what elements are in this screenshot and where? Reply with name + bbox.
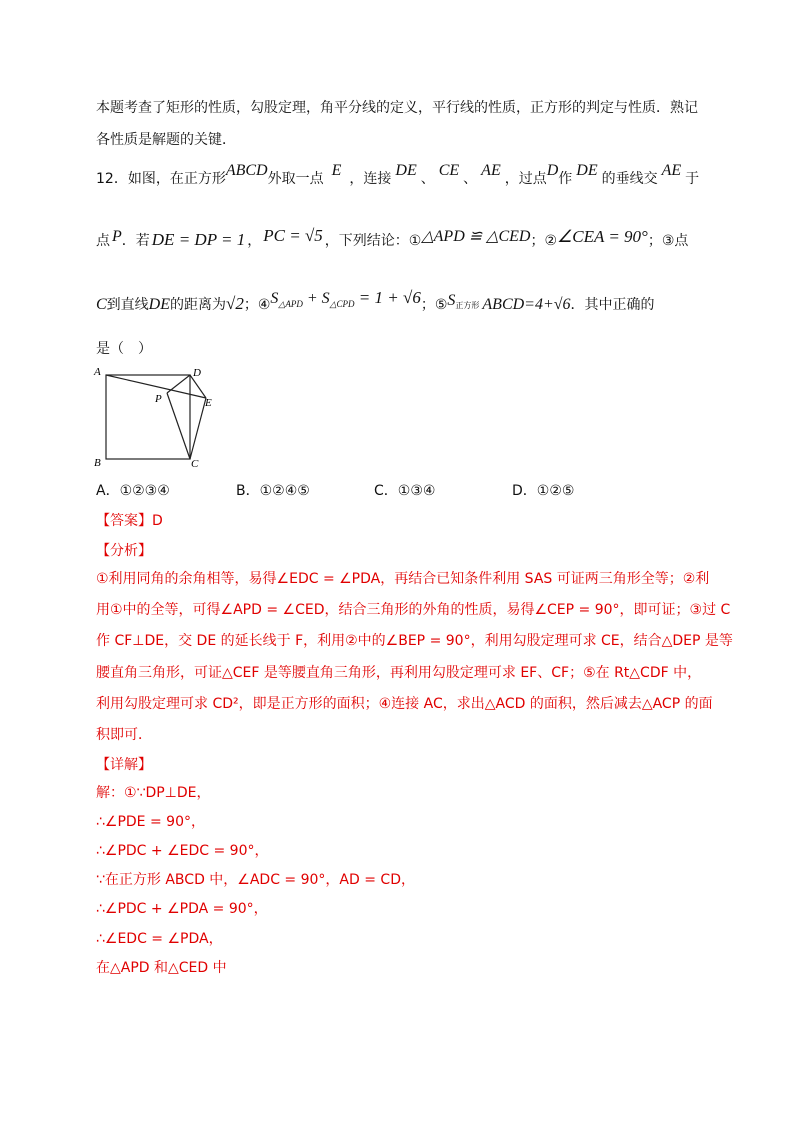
segment-ce (190, 398, 206, 459)
label-c: C (191, 458, 199, 470)
detail-line-4: ∵在正方形 ABCD 中，∠ADC = 90°，AD = CD， (96, 872, 415, 888)
q-text: ，连接 (349, 171, 392, 187)
q-text: ；③点 (647, 233, 689, 249)
analysis-line-5: 利用勾股定理可求 CD²，即是正方形的面积；④连接 AC，求出△ACD 的面积，然后减去△ACP 的面 (96, 696, 713, 712)
q-text: 的距离为 (170, 297, 226, 313)
choice-b: B．①②④⑤ (236, 483, 310, 499)
q-text: ；④ (243, 297, 271, 313)
q-text: 12．如图，在正方形 (96, 171, 226, 187)
q-sub-square: 正方形 (455, 301, 480, 310)
q-text: 到直线 (106, 297, 149, 313)
label-p: P (155, 393, 162, 405)
q-text: ；⑤ (420, 297, 448, 313)
analysis-line-6: 积即可． (96, 727, 152, 743)
q-math-area: ABCD=4+√6 (482, 296, 571, 313)
detail-line-1: 解：①∵DP⊥DE， (96, 785, 211, 801)
q-math-s: S (270, 290, 279, 307)
q-conclusion-2: ∠CEA = 90° (557, 227, 648, 246)
analysis-line-3: 作 CF⊥DE，交 DE 的延长线于 F，利用②中的∠BEP = 90°，利用勾股定理可求 CE，结合△DEP 是等 (96, 633, 733, 649)
analysis-label: 【分析】 (96, 543, 152, 559)
answer-label: 【答案】D (96, 513, 163, 529)
q-math-sqrt2: √2 (226, 294, 244, 313)
detail-line-7: 在△APD 和△CED 中 (96, 960, 227, 976)
q-text: 外取一点 (267, 171, 324, 187)
analysis-line-2: 用①中的全等，可得∠APD = ∠CED，结合三角形的外角的性质，易得∠CEP = 90°，即可证；③过 C (96, 602, 731, 618)
q-text: 的垂线交 (601, 171, 658, 187)
q-math-p: P (112, 228, 122, 245)
q-text: 、 (463, 171, 478, 187)
q-math-eq2: PC = √5 (263, 226, 323, 245)
segment-pc (167, 393, 190, 459)
q-text: ，过点 (504, 171, 547, 187)
q-math-plus: + S (302, 290, 330, 307)
question-line-4: 是（ ） (96, 341, 152, 357)
intro-line-2: 各性质是解题的关键． (96, 132, 236, 148)
q-math-eq1: DE = DP = 1 (151, 230, 246, 249)
segment-dp (167, 375, 190, 393)
analysis-line-4: 腰直角三角形，可证△CEF 是等腰直角三角形，再利用勾股定理可求 EF、CF；⑤在 Rt△CDF 中， (96, 665, 702, 681)
choice-d: D．①②⑤ (512, 483, 575, 499)
q-math-de3: DE (148, 296, 170, 313)
q-math-ae: AE (481, 162, 501, 179)
detail-line-6: ∴∠EDC = ∠PDA， (96, 931, 223, 947)
intro-line-1: 本题考查了矩形的性质，勾股定理，角平分线的定义，平行线的性质，正方形的判定与性质．熟记 (96, 100, 698, 116)
analysis-line-1: ①利用同角的余角相等，易得∠EDC = ∠PDA，再结合已知条件利用 SAS 可证两三角形全等；②利 (96, 571, 710, 587)
label-d: D (193, 367, 201, 379)
q-sub-cpd: △CPD (329, 299, 355, 309)
choice-a: A．①②③④ (96, 483, 170, 499)
detail-line-3: ∴∠PDC + ∠EDC = 90°， (96, 843, 269, 859)
detail-label: 【详解】 (96, 757, 152, 773)
detail-line-2: ∴∠PDE = 90°， (96, 814, 205, 830)
question-line-3 (96, 288, 655, 314)
square-abcd (106, 375, 190, 459)
q-text: 点 (96, 233, 110, 249)
q-text: ；② (530, 233, 558, 249)
label-b: B (94, 457, 101, 469)
q-math-ce: CE (438, 162, 460, 179)
q-text: ．若 (121, 233, 150, 249)
question-line-1 (96, 162, 700, 188)
label-e: E (205, 397, 212, 409)
q-math-abcd: ABCD (225, 162, 268, 179)
q-math-de2: DE (576, 162, 598, 179)
q-text: 于 (685, 171, 700, 187)
question-line-2 (96, 226, 689, 250)
q-text: 作 (558, 171, 573, 187)
q-text: ，下列结论：① (324, 233, 422, 249)
q-text: 、 (420, 171, 435, 187)
q-math-ae2: AE (661, 162, 682, 179)
label-a: A (94, 366, 101, 378)
q-text: ．其中正确的 (570, 297, 655, 313)
q-math-eq: = 1 + √6 (354, 288, 421, 307)
q-math-c: C (96, 296, 107, 313)
choice-c: C．①③④ (374, 483, 436, 499)
q-math-de: DE (395, 162, 417, 179)
q-math-d: D (546, 162, 559, 179)
q-math-s5: S (447, 292, 456, 309)
q-math-e: E (331, 162, 342, 179)
detail-line-5: ∴∠PDC + ∠PDA = 90°， (96, 901, 268, 917)
geometry-figure (90, 362, 220, 470)
q-conclusion-1: △APD ≌ △CED (421, 228, 531, 245)
q-text: ， (247, 233, 262, 249)
q-sub-apd: △APD (278, 299, 303, 309)
